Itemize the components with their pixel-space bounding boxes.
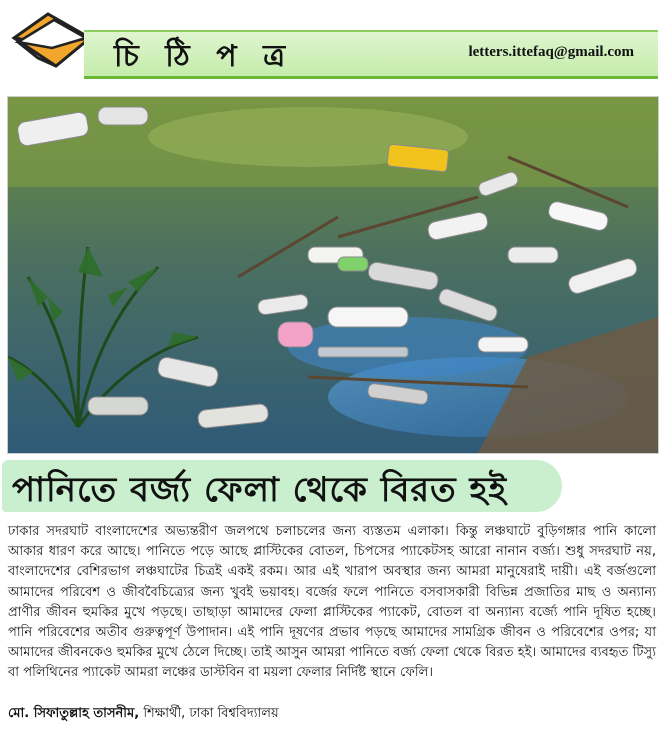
author-name: মো. সিফাতুল্লাহ তাসনীম, xyxy=(8,706,140,721)
envelope-icon xyxy=(8,8,96,80)
section-title: চি ঠি প ত্র xyxy=(114,39,294,74)
article-body: ঢাকার সদরঘাট বাংলাদেশের অভ্যন্তরীণ জলপথে চলাচলের জন্য ব্যস্ততম এলাকা। কিন্তু লঞ্চঘাটে বুড়িগঙ্গার পানি কালো আকার ধারণ করে আছে। পানিতে পড়ে আছে প্লাস্টিকের বোতল, চিপসের প্যাকেটসহ আরো নানান বর্জ্য। শুধু সদরঘাট নয়, বাংলাদেশের বেশিরভাগ লঞ্চঘাটের চিত্রই একই রকম। আর এই খারাপ অবস্থার জন্য আমরা মানুষেরাই দায়ী। এই বর্জগুলো আমাদের পরিবেশ ও জীববৈচিত্র্যের জন্য খুবই ভয়াবহ। বর্জের ফলে পানিতে বসবাসকারী বিভিন্ন প্রজাতির মাছ ও অন্যান্য প্রাণীর জীবন হুমকির মুখে পড়ছে। তাছাড়া আমাদের ফেলা প্লাস্টিকের প্যাকেট, বোতল বা অন্যান্য বর্জ্যে পানি দূষিত হচ্ছে। পানি পরিবেশের অতীব গুরুত্বপূর্ণ উপাদান। এই পানি দূষণের প্রভাব পড়ছে আমাদের সামগ্রিক জীবন ও পরিবেশের ওপর; যা আমাদের জীবনকেও হুমকির মুখে ঠেলে দিচ্ছে। তাই আসুন আমরা পানিতে বর্জ্য ফেলা থেকে বিরত হই। আমাদের ব্যবহৃত টিস্যু বা পলিথিনের প্যাকেট আমরা লঞ্চের ডাস্টবিন বা ময়লা ফেলার নির্দিষ্ট স্থানে ফেলি। xyxy=(8,524,656,681)
headline-block xyxy=(0,456,664,516)
article-headline: পানিতে বর্জ্য ফেলা থেকে বিরত হই xyxy=(12,470,508,510)
letters-header xyxy=(0,0,664,92)
contact-email[interactable]: letters.ittefaq@gmail.com xyxy=(468,44,634,60)
author-signature xyxy=(8,704,656,725)
polluted-water-photo xyxy=(8,97,658,453)
author-detail: শিক্ষার্থী, ঢাকা বিশ্ববিদ্যালয় xyxy=(139,706,279,721)
article-photo xyxy=(7,96,659,454)
